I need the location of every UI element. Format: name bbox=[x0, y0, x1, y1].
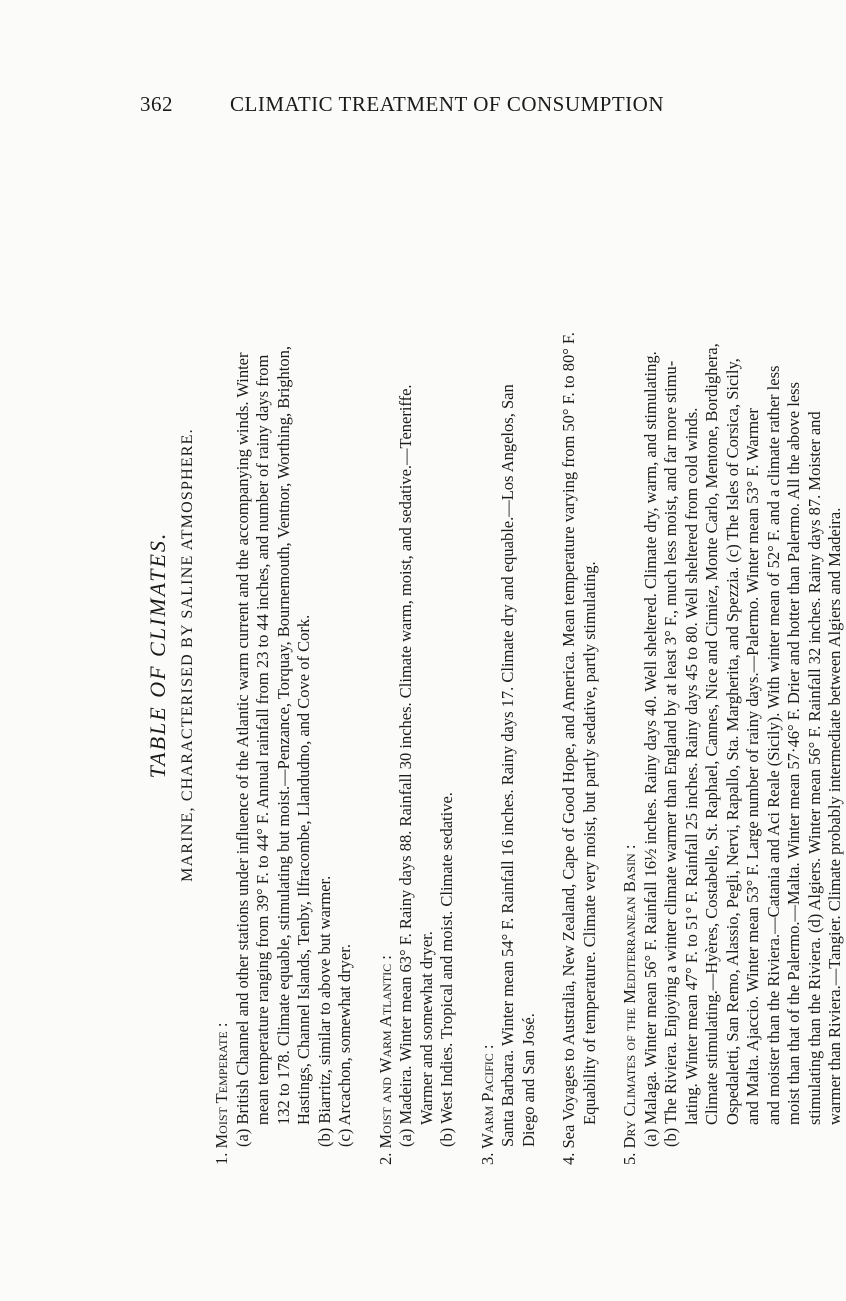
rotated-climate-table bbox=[145, 145, 844, 1165]
section-heading-moist-warm-atlantic: 2. Moist and Warm Atlantic : bbox=[375, 955, 395, 1165]
text-line: stimulating than the Riviera. (d) Algiers. Winter mean 56° F. Rainfall 32 inches. Rainy days 87. Moister and bbox=[804, 411, 824, 1125]
page-number: 362 bbox=[140, 92, 173, 116]
text-line: warmer than Riviera.—Tangier. Climate probably intermediate between Algiers and Madeira. bbox=[825, 507, 844, 1125]
text-line: lating. Winter mean 47° F. to 51° F. Rainfall 25 inches. Rainy days 45 to 80. Well sheltered from cold winds. bbox=[681, 407, 701, 1125]
text-line: Hastings, Channel Islands, Tenby, Ilfracombe, Llandudno, and Cove of Cork. bbox=[294, 614, 313, 1125]
text-line: Santa Barbara. Winter mean 54° F. Rainfall 16 inches. Rainy days 17. Climate dry and equable.—Los Angelos, San bbox=[498, 384, 517, 1147]
text-line: 132 to 178. Climate equable, stimulating but moist.—Penzance, Torquay, Bournemouth, Ventnor, Worthing, Brighton, bbox=[273, 346, 293, 1125]
text-line: Warmer and somewhat dryer. bbox=[416, 931, 436, 1125]
text-line: and Malta. Ajaccio. Winter mean 53° F. Large number of rainy days.—Palermo. Winter mean 53° F. Warmer bbox=[743, 408, 762, 1125]
text-line: (a) British Channel and other stations under influence of the Atlantic warm current and the accompanying winds. Winter bbox=[232, 352, 252, 1147]
text-line: Ospedaletti, San Remo, Alassio, Pegli, Nervi, Rapallo, Sta. Margherita, and Spezzia. (c) The Isles of Corsica, Sicily, bbox=[722, 358, 742, 1125]
text-line: (b) The Riviera. Enjoying a winter climate warmer than England by at least 3° F., much less moist, and far more stimu- bbox=[661, 360, 680, 1147]
table-title: TABLE OF CLIMATES. bbox=[145, 531, 170, 779]
page-header bbox=[140, 92, 760, 122]
text-line: Diego and San José. bbox=[518, 1013, 538, 1147]
running-head: CLIMATIC TREATMENT OF CONSUMPTION bbox=[230, 92, 665, 116]
section-heading-moist-temperate: 1. Moist Temperate : bbox=[212, 1022, 231, 1165]
section-heading-warm-pacific: 3. Warm Pacific : bbox=[477, 1044, 497, 1165]
text-line: mean temperature ranging from 39° F. to 44° F. Annual rainfall from 23 to 44 inches, and number of rainy days from bbox=[253, 354, 272, 1125]
text-line: (c) Arcachon, somewhat dryer. bbox=[335, 944, 354, 1147]
text-line: (a) Madeira. Winter mean 63° F. Rainy days 88. Rainfall 30 inches. Climate warm, moist, and sedative.—Teneriffe. bbox=[396, 384, 415, 1147]
text-line: (a) Malaga. Winter mean 56° F. Rainfall 16½ inches. Rainy days 40. Well sheltered. Climate dry, warm, and stimulating. bbox=[640, 351, 660, 1147]
text-line: (b) West Indies. Tropical and moist. Climate sedative. bbox=[437, 792, 456, 1147]
text-line: Climate stimulating.—Hyères, Costabelle, St. Raphael, Cannes, Nice and Cimiez, Monte Carlo, Mentone, Bordighera, bbox=[702, 343, 721, 1125]
table-body bbox=[212, 145, 846, 1165]
text-line: (b) Biarritz, similar to above but warmer. bbox=[314, 875, 334, 1147]
text-line: moist than that of the Palermo.—Malta. Winter mean 57·46° F. Drier and hotter than Palermo. All the above less bbox=[784, 382, 803, 1125]
text-line: and moister than the Riviera.—Catania and Aci Reale (Sicily). With winter mean of 52° F. and a climate rather less bbox=[763, 365, 783, 1125]
table-subtitle: MARINE, CHARACTERISED BY SALINE ATMOSPHERE. bbox=[179, 428, 196, 882]
section-heading-sea-voyages: 4. Sea Voyages to Australia, New Zealand, Cape of Good Hope, and America. Mean temperature varying from 50° F. to 80° F. bbox=[559, 332, 578, 1165]
section-heading-mediterranean: 5. Dry Climates of the Mediterranean Basin : bbox=[620, 844, 639, 1165]
text-line: Equability of temperature. Climate very moist, but partly sedative, partly stimulating. bbox=[579, 561, 599, 1125]
